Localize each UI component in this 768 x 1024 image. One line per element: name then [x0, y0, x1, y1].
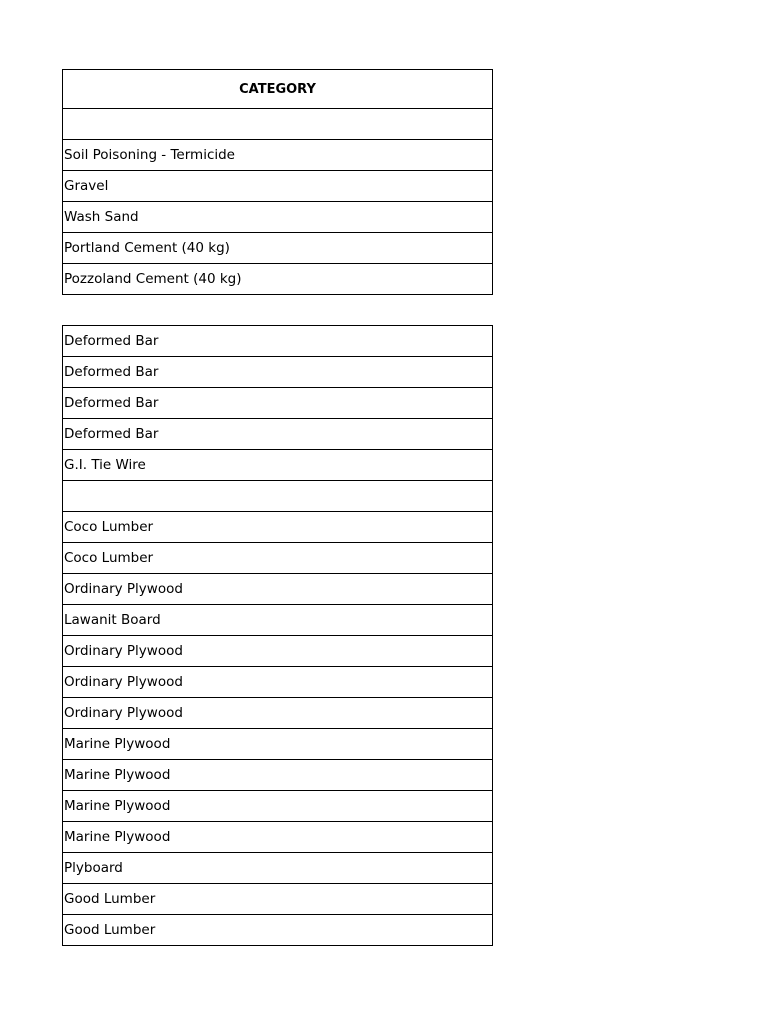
table-row: Coco Lumber: [62, 512, 493, 543]
blank-row: [62, 109, 493, 140]
table-row: Deformed Bar: [62, 419, 493, 450]
table-row: Marine Plywood: [62, 822, 493, 853]
table-row: Marine Plywood: [62, 729, 493, 760]
group-3: [62, 512, 493, 946]
table-row: Good Lumber: [62, 884, 493, 915]
category-table: [62, 69, 493, 946]
table-row: Marine Plywood: [62, 760, 493, 791]
table-row: Ordinary Plywood: [62, 667, 493, 698]
table-row: Lawanit Board: [62, 605, 493, 636]
table-row: Good Lumber: [62, 915, 493, 946]
table-row: Marine Plywood: [62, 791, 493, 822]
group-1: [62, 140, 493, 295]
table-row: Portland Cement (40 kg): [62, 233, 493, 264]
table-row: Deformed Bar: [62, 388, 493, 419]
table-row: Ordinary Plywood: [62, 574, 493, 605]
group-2: [62, 326, 493, 481]
table-row: Ordinary Plywood: [62, 636, 493, 667]
table-row: Soil Poisoning - Termicide: [62, 140, 493, 171]
table-row: Deformed Bar: [62, 357, 493, 388]
blank-row: [62, 295, 493, 326]
table-row: Coco Lumber: [62, 543, 493, 574]
table-row: Pozzoland Cement (40 kg): [62, 264, 493, 295]
table-row: G.I. Tie Wire: [62, 450, 493, 481]
category-header: CATEGORY: [62, 69, 493, 109]
table-row: Plyboard: [62, 853, 493, 884]
table-row: Deformed Bar: [62, 326, 493, 357]
table-row: Ordinary Plywood: [62, 698, 493, 729]
table-row: Gravel: [62, 171, 493, 202]
table-row: Wash Sand: [62, 202, 493, 233]
blank-row: [62, 481, 493, 512]
